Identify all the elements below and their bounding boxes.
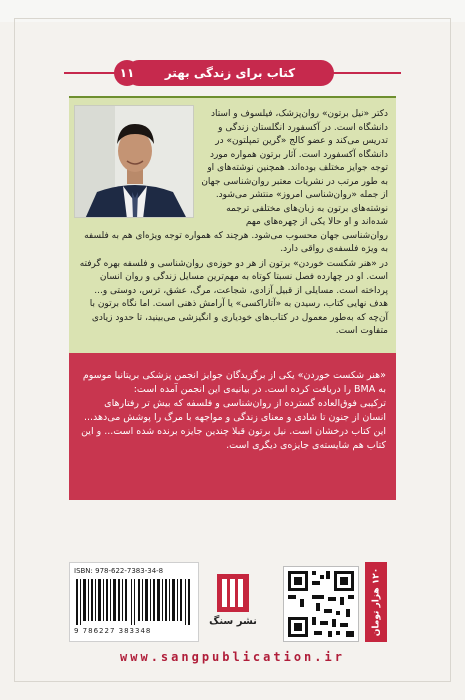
award-panel bbox=[69, 353, 396, 500]
isbn-barcode-box bbox=[69, 562, 199, 642]
qr-code bbox=[283, 566, 359, 642]
price-text: ۱۲۰ هزار تومان bbox=[371, 567, 382, 637]
publisher-logo bbox=[209, 574, 257, 634]
author-bio-panel bbox=[69, 96, 396, 355]
cover-footer bbox=[69, 560, 396, 642]
barcode-number: 9 786227 383348 bbox=[74, 627, 152, 635]
logo-bar bbox=[230, 579, 235, 607]
publisher-name: نشر سنگ bbox=[209, 616, 257, 627]
series-number-badge: ۱۱ bbox=[114, 60, 140, 86]
isbn-text: ISBN: 978-622-7383-34-8 bbox=[74, 567, 164, 575]
publisher-website[interactable]: www.sangpublication.ir bbox=[120, 650, 345, 664]
award-paragraph-1: «هنر شکست خوردن» یکی از برگزیدگان جوایز انجمن پزشکی بریتانیا موسوم به BMA را دریافت کرده است. در بیانیه‌ی این انجمن آمده است: bbox=[82, 370, 386, 395]
series-title: کتاب برای زندگی بهتر bbox=[164, 66, 296, 80]
publisher-logo-icon bbox=[217, 574, 249, 612]
author-bio-text bbox=[77, 108, 388, 340]
price-tag bbox=[365, 562, 387, 642]
series-banner bbox=[64, 60, 401, 86]
award-paragraph-2: ترکیبی فوق‌العاده گسترده از روان‌شناسی و فلسفه که بیش تر رفتارهای انسان از جنون تا شادی و معنای زندگی و مواجهه با مرگ را پوشش می‌دهد... این کتاب درخشان است. نیل برتون قبلا چندین جایزه برنده شده است... و این کتاب هم شایسته‌ی جایزه‌ی دیگری است. bbox=[81, 398, 386, 451]
series-pill bbox=[126, 60, 334, 86]
bio-paragraph-2: در «هنر شکست خوردن» برتون از هر دو حوزه‌ی روان‌شناسی و فلسفه بهره گرفته است. او در چهارده فصل نسبتا کوتاه به مهم‌ترین مسایل زندگی و روان انسان پرداخته است. مسایلی از قبیل آزادی، شجاعت، مرگ، عشق، ترس، دوستی و... هدف نهایی کتاب، رسیدن به «آتاراکسی» یا آرامش ذهنی است. اما نگاه برتون با آن‌چه که به‌طور معمول در کتاب‌های خودیاری و انگیزشی می‌بینید، تا حدود زیادی متفاوت است. bbox=[79, 258, 388, 336]
logo-bar bbox=[238, 579, 243, 607]
logo-bar bbox=[222, 579, 227, 607]
qr-code-icon bbox=[284, 567, 358, 641]
barcode-image bbox=[76, 579, 192, 625]
award-text bbox=[79, 369, 386, 453]
bio-paragraph-1: دکتر «نیل برتون» روان‌پزشک، فیلسوف و استاد دانشگاه است. در آکسفورد انگلستان زندگی و تدریس می‌کند و عضو کالج «گرین تمپلتون» در دانشگاه آکسفورد است. آثار برتون همواره مورد توجه جوایز مختلف بوده‌اند. همچنین نوشته‌های او به طور مرتب در نشریات معتبر روان‌شناسی جهان از جمله «روان‌شناسی امروز» منتشر می‌شود. نوشته‌های برتون به زبان‌های مختلفی ترجمه شده‌اند و او حالا یکی از چهره‌های مهم روان‌شناسی جهان محسوب می‌شود. هرچند که همواره توجه ویژه‌ای هم به فلسفه به ویژه فلسفه‌ی رواقی دارد. bbox=[84, 109, 388, 254]
photo-float-spacer bbox=[77, 108, 199, 218]
